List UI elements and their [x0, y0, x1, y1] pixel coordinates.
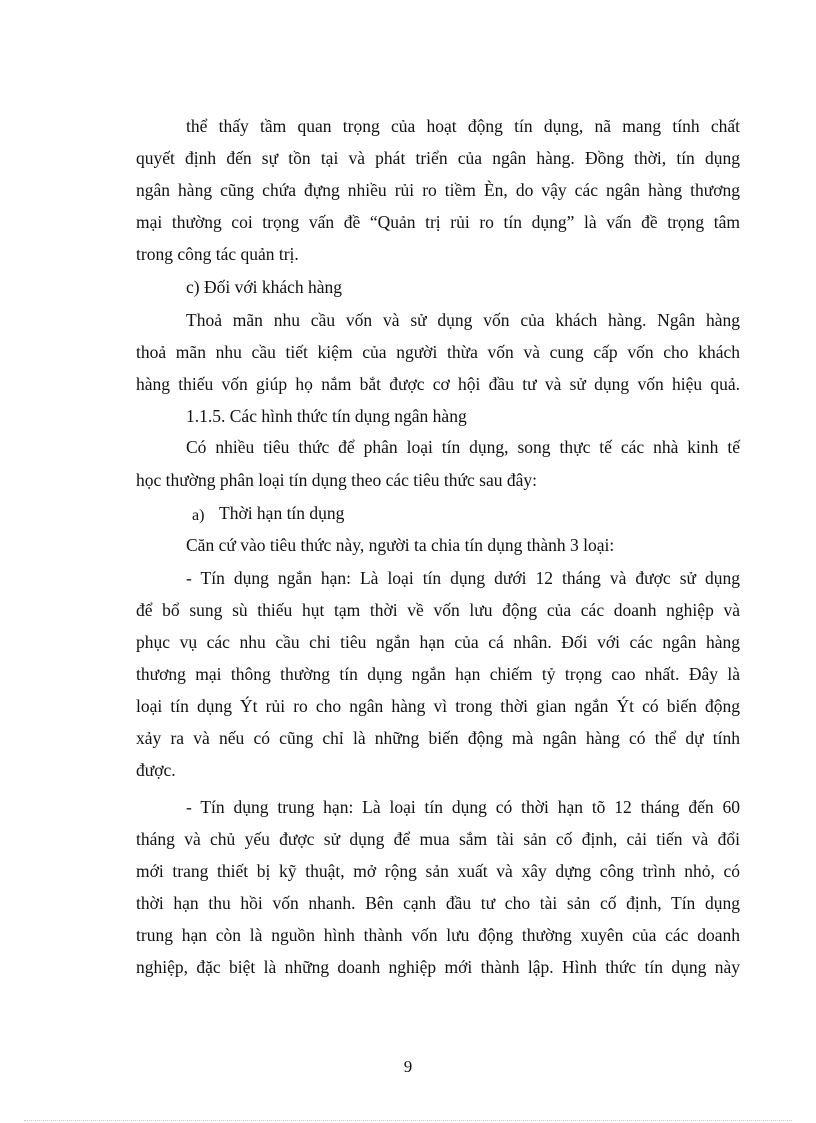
- text-line: quyết định đến sự tồn tại và phát triển của ngân hàng. Đồng thời, tín dụng: [136, 148, 740, 168]
- text-line: trung hạn còn là nguồn hình thành vốn lưu động thường xuyên của các doanh: [136, 925, 740, 945]
- text-line: tháng và chủ yếu được sử dụng để mua sắm tài sản cố định, cải tiến và đổi: [136, 829, 740, 849]
- text-line: ngân hàng cũng chứa đựng nhiều rủi ro tiềm Èn, do vậy các ngân hàng thương: [136, 180, 740, 200]
- text-line: thương mại thông thường tín dụng ngắn hạn chiếm tỷ trọng cao nhất. Đây là: [136, 664, 740, 684]
- text-line: học thường phân loại tín dụng theo các tiêu thức sau đây:: [136, 470, 537, 490]
- subheading: Thời hạn tín dụng: [219, 503, 345, 523]
- text-line: xảy ra và nếu có cũng chỉ là những biến động mà ngân hàng có thể dự tính: [136, 728, 740, 748]
- subheading: c) Đối với khách hàng: [186, 277, 343, 297]
- text-line: Có nhiều tiêu thức để phân loại tín dụng, song thực tế các nhà kinh tế: [186, 437, 740, 457]
- text-line: mới trang thiết bị kỹ thuật, mở rộng sản xuất và xây dựng công trình nhỏ, có: [136, 861, 740, 881]
- text-line: - Tín dụng trung hạn: Là loại tín dụng có thời hạn tõ 12 tháng đến 60: [186, 797, 740, 817]
- footer-divider: [24, 1120, 792, 1121]
- list-marker: a): [192, 507, 205, 524]
- text-line: thoả mãn nhu cầu tiết kiệm của người thừa vốn và cung cấp vốn cho khách: [136, 342, 740, 362]
- text-line: mại thường coi trọng vấn đề “Quản trị rủi ro tín dụng” là vấn đề trọng tâm: [136, 212, 740, 232]
- page-number: 9: [403, 1057, 413, 1076]
- text-line: thời hạn thu hồi vốn nhanh. Bên cạnh đầu tư cho tài sản cố định, Tín dụng: [136, 893, 740, 913]
- text-line: nghiệp, đặc biệt là những doanh nghiệp mới thành lập. Hình thức tín dụng này: [136, 957, 740, 977]
- text-line: để bổ sung sù thiếu hụt tạm thời về vốn lưu động của các doanh nghiệp và: [136, 600, 740, 620]
- text-line: - Tín dụng ngắn hạn: Là loại tín dụng dưới 12 tháng và được sử dụng: [186, 568, 740, 588]
- text-line: trong công tác quản trị.: [136, 244, 299, 264]
- text-line: loại tín dụng Ýt rủi ro cho ngân hàng vì trong thời gian ngắn Ýt có biến động: [136, 696, 740, 716]
- text-line: phục vụ các nhu cầu chi tiêu ngắn hạn của cá nhân. Đối với các ngân hàng: [136, 632, 740, 652]
- text-line: hàng thiếu vốn giúp họ nắm bắt được cơ hội đầu tư và sử dụng vốn hiệu quả.: [136, 374, 740, 394]
- text-line: được.: [136, 760, 176, 780]
- section-heading: 1.1.5. Các hình thức tín dụng ngân hàng: [186, 406, 467, 426]
- text-line: Căn cứ vào tiêu thức này, người ta chia tín dụng thành 3 loại:: [186, 535, 615, 555]
- text-line: thể thấy tầm quan trọng của hoạt động tín dụng, nã mang tính chất: [186, 116, 740, 136]
- text-line: Thoả mãn nhu cầu vốn và sử dụng vốn của khách hàng. Ngân hàng: [186, 310, 740, 330]
